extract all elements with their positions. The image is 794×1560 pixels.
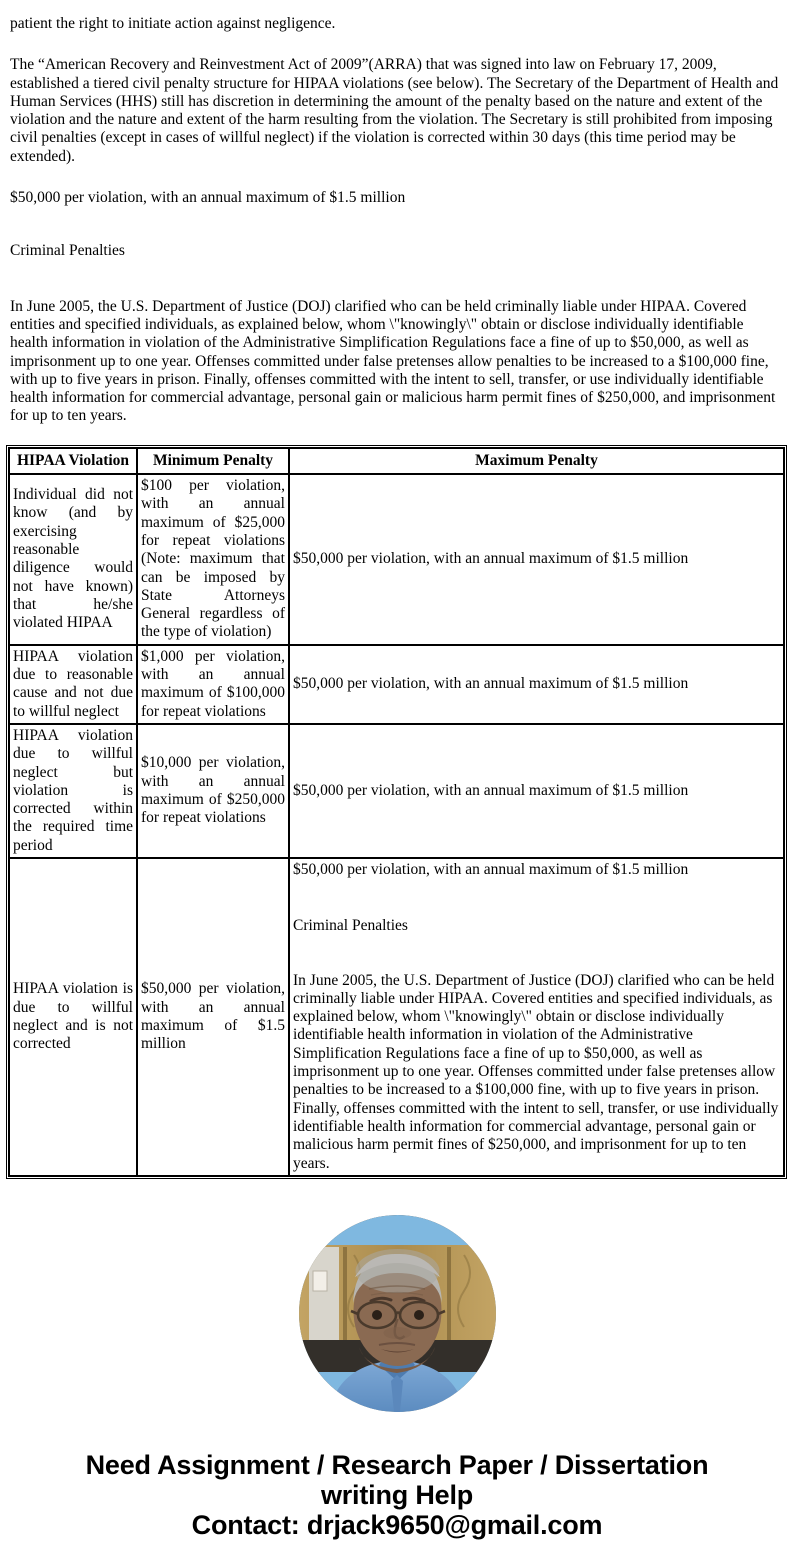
footer-line-3: Contact: drjack9650@gmail.com bbox=[191, 1509, 603, 1540]
avatar bbox=[299, 1215, 496, 1412]
cell-gap-1 bbox=[293, 879, 780, 917]
top-spacer bbox=[0, 0, 794, 15]
cell-gap-2 bbox=[293, 936, 780, 972]
cell-violation: HIPAA violation due to reasonable cause and not due to willful neglect bbox=[9, 645, 137, 724]
cell-minimum-penalty: $100 per violation, with an annual maximum of $25,000 for repeat violations (Note: maximum that can be imposed by State Attorneys General regardless of the type of violation) bbox=[137, 474, 289, 645]
column-header-minimum-penalty: Minimum Penalty bbox=[137, 448, 289, 474]
footer-line-2: writing Help bbox=[320, 1479, 474, 1510]
portrait-zone bbox=[0, 1215, 794, 1412]
cell-maximum-penalty: $50,000 per violation, with an annual maximum of $1.5 million bbox=[289, 474, 784, 645]
table-body bbox=[9, 474, 784, 1176]
arra-paragraph: The “American Recovery and Reinvestment Act of 2009”(ARRA) that was signed into law on February 17, 2009, established a tiered civil penalty structure for HIPAA violations (see below). The Secretary of the Department of Health and Human Services (HHS) still has discretion in determining the amount of the penalty based on the nature and extent of the violation and the nature and extent of the harm resulting from the violation. The Secretary is still prohibited from imposing civil penalties (except in cases of willful neglect) if the violation is corrected within 30 days (this time period may be extended). bbox=[10, 56, 779, 165]
paragraph-gap-2 bbox=[0, 166, 794, 189]
table-row bbox=[9, 645, 784, 724]
cell-violation: HIPAA violation due to willful neglect but violation is corrected within the required time period bbox=[9, 724, 137, 858]
table-row bbox=[9, 474, 784, 645]
table-gap bbox=[0, 426, 794, 447]
table-header-row bbox=[9, 448, 784, 474]
doj-paragraph: In June 2005, the U.S. Department of Justice (DOJ) clarified who can be held criminally liable under HIPAA. Covered entities and specified individuals, as explained below, whom \"knowingly\" obtain or disclose individually identifiable health information in violation of the Administrative Simplification Regulations face a fine of up to $50,000, as well as imprisonment up to one year. Offenses committed under false pretenses allow penalties to be increased to a $100,000 fine, with up to five years in prison. Finally, offenses committed with the intent to sell, transfer, or use individually identifiable health information for commercial advantage, personal gain or malicious harm permit fines of $250,000, and imprisonment for up to ten years. bbox=[10, 297, 776, 425]
column-header-violation: HIPAA Violation bbox=[9, 448, 137, 474]
cell-doj-paragraph: In June 2005, the U.S. Department of Justice (DOJ) clarified who can be held criminally liable under HIPAA. Covered entities and specified individuals, as explained below, whom \"knowingly\" obtain or disclose individually identifiable health information in violation of the Administrative Simplification Regulations face a fine of up to $50,000, as well as imprisonment up to one year. Offenses committed under false pretenses allow penalties to be increased to a $100,000 fine, with up to five years in prison. Finally, offenses committed with the intent to sell, transfer, or use individually identifiable health information for commercial advantage, personal gain or malicious harm permit fines of $250,000, and imprisonment for up to ten years. bbox=[293, 971, 779, 1172]
cell-minimum-penalty: $10,000 per violation, with an annual maximum of $250,000 for repeat violations bbox=[137, 724, 289, 858]
cell-criminal-penalties-heading: Criminal Penalties bbox=[293, 917, 408, 935]
criminal-penalties-heading: Criminal Penalties bbox=[10, 242, 125, 260]
cell-maximum-penalty: $50,000 per violation, with an annual maximum of $1.5 million bbox=[289, 724, 784, 858]
cell-minimum-penalty: $50,000 per violation, with an annual maximum of $1.5 million bbox=[137, 858, 289, 1176]
hipaa-penalty-table bbox=[8, 447, 785, 1177]
cell-maximum-penalty bbox=[289, 858, 784, 1176]
table-row bbox=[9, 724, 784, 858]
footer-advert-block bbox=[0, 1450, 794, 1560]
cell-max-penalty-line: $50,000 per violation, with an annual maximum of $1.5 million bbox=[293, 860, 689, 878]
paragraph-gap-4 bbox=[0, 261, 794, 298]
paragraph-gap-1 bbox=[0, 33, 794, 56]
intro-fragment-paragraph: patient the right to initiate action against negligence. bbox=[10, 15, 336, 32]
cell-violation: Individual did not know (and by exercising reasonable diligence would not have known) that he/she violated HIPAA bbox=[9, 474, 137, 645]
table-row bbox=[9, 858, 784, 1176]
cell-minimum-penalty: $1,000 per violation, with an annual maximum of $100,000 for repeat violations bbox=[137, 645, 289, 724]
cell-violation: HIPAA violation is due to willful neglect and is not corrected bbox=[9, 858, 137, 1176]
paragraph-gap-3 bbox=[0, 207, 794, 242]
portrait-photo-icon bbox=[299, 1215, 496, 1412]
max-penalty-line: $50,000 per violation, with an annual maximum of $1.5 million bbox=[10, 189, 406, 207]
column-header-maximum-penalty: Maximum Penalty bbox=[289, 448, 784, 474]
footer-line-1: Need Assignment / Research Paper / Dissertation bbox=[85, 1449, 709, 1480]
cell-maximum-penalty: $50,000 per violation, with an annual maximum of $1.5 million bbox=[289, 645, 784, 724]
table-head bbox=[9, 448, 784, 474]
penalty-table-container bbox=[8, 447, 786, 1177]
